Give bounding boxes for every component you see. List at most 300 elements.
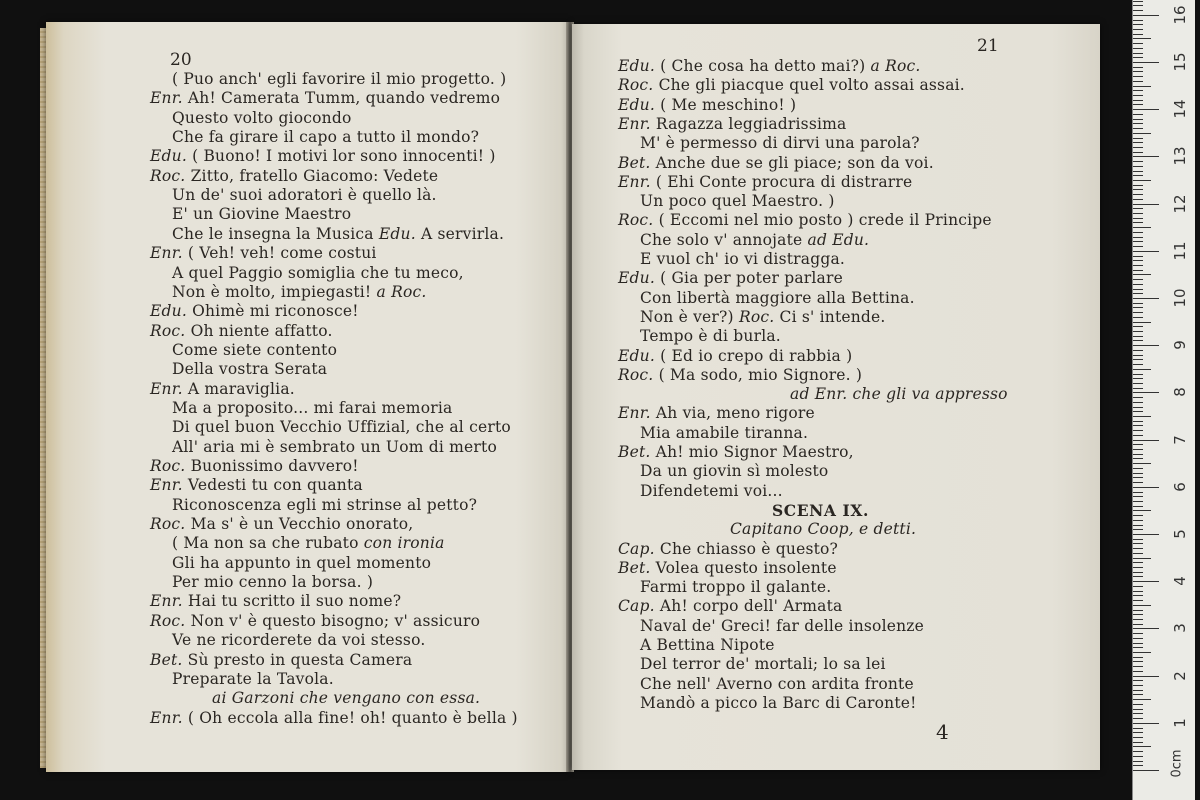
speaker-name: Edu. (618, 346, 655, 365)
speaker-name: Bet. (618, 153, 651, 172)
speaker-name: Edu. (150, 302, 187, 321)
text-line (640, 636, 775, 655)
ruler-tick (1133, 241, 1143, 242)
ruler-tick (1133, 638, 1143, 639)
ruler-tick (1133, 553, 1143, 554)
ruler-tick (1133, 15, 1159, 16)
ruler-unit: 0cm (1169, 749, 1185, 778)
text-line (640, 192, 835, 211)
verse-text: Anche due se gli piace; son da voi. (655, 153, 934, 172)
ruler-tick (1133, 100, 1143, 101)
ruler-tick (1133, 383, 1143, 384)
ruler-number: 9 (1171, 340, 1189, 350)
text-line (150, 612, 480, 631)
ruler-tick (1133, 595, 1143, 596)
speaker-name: Enr. (618, 404, 651, 423)
ruler-tick (1133, 67, 1143, 68)
verse-text: Che nell' Averno con ardita fronte (640, 674, 914, 693)
text-line (618, 366, 862, 385)
ruler-tick (1133, 199, 1143, 200)
ruler-tick (1133, 657, 1143, 658)
verse-text: Che solo v' annojate (640, 230, 803, 249)
text-line (150, 89, 500, 108)
ruler-tick (1133, 24, 1143, 25)
ruler-tick (1133, 38, 1151, 39)
ruler-tick (1133, 317, 1143, 318)
verse-text: ( Ma non sa che rubato (172, 534, 359, 553)
text-line (150, 302, 359, 321)
ruler-tick (1133, 751, 1143, 752)
text-line (172, 225, 504, 244)
ruler-tick (1133, 109, 1159, 110)
ruler-tick (1133, 303, 1143, 304)
stage-direction: Capitano Coop, e detti. (730, 520, 917, 539)
text-line (172, 573, 373, 592)
ruler-tick (1133, 152, 1143, 153)
verse-text: Per mio cenno la borsa. ) (172, 573, 374, 592)
ruler-tick (1133, 558, 1151, 559)
ruler-tick (1133, 525, 1143, 526)
verse-text: Che le insegna la Musica (172, 224, 374, 243)
ruler-tick (1133, 175, 1143, 176)
text-line (150, 244, 377, 263)
ruler-tick (1133, 468, 1143, 469)
ruler-number: 3 (1171, 623, 1189, 634)
text-line (172, 186, 437, 205)
verse-text: Da un giovin sì molesto (640, 462, 829, 481)
ruler-tick (1133, 62, 1159, 63)
ruler-tick (1133, 256, 1143, 257)
verse-text: Mia amabile tiranna. (640, 423, 809, 442)
ruler-tick (1133, 171, 1143, 172)
ruler-tick (1133, 737, 1143, 738)
ruler-tick (1133, 388, 1143, 389)
verse-text: Difendetemi voi... (640, 481, 783, 500)
verse-text: Ah! Camerata Tumm, quando vedremo (187, 89, 501, 108)
text-line (640, 578, 831, 597)
ruler-tick (1133, 562, 1143, 563)
verse-text-continued: A servirla. (421, 224, 505, 243)
ruler-tick (1133, 138, 1143, 139)
ruler-tick (1133, 48, 1143, 49)
text-line (172, 109, 352, 128)
ruler-tick (1133, 704, 1143, 705)
ruler-tick (1133, 487, 1159, 488)
ruler-tick (1133, 185, 1143, 186)
text-line (150, 457, 359, 476)
ruler-tick (1133, 180, 1151, 181)
ruler-tick (1133, 501, 1143, 502)
verse-text: A Bettina Nipote (640, 636, 775, 654)
ruler-tick (1133, 473, 1143, 474)
text-line (618, 96, 796, 115)
ruler-tick (1133, 567, 1143, 568)
text-line (150, 167, 438, 186)
ruler-tick (1133, 742, 1143, 743)
speaker-name: Enr. (618, 114, 651, 133)
ruler-tick (1133, 142, 1143, 143)
verse-text: Riconoscenza egli mi strinse al petto? (172, 495, 478, 514)
ruler-tick (1133, 378, 1143, 379)
verse-text: M' è permesso di dirvi una parola? (640, 134, 920, 153)
speaker-name: Bet. (618, 443, 651, 461)
text-line (150, 380, 295, 399)
ruler-tick (1133, 746, 1151, 747)
ruler-tick (1133, 576, 1143, 577)
text-line (618, 559, 837, 578)
ruler-number: 2 (1171, 670, 1189, 681)
speaker-name: Roc. (618, 76, 654, 95)
verse-text: ( Ma sodo, mio Signore. ) (658, 365, 863, 384)
ruler-tick (1133, 161, 1143, 162)
text-line (640, 250, 845, 269)
verse-text: ( Ehi Conte procura di distrarre (655, 172, 913, 191)
measuring-ruler (1132, 0, 1195, 800)
verse-text: Della vostra Serata (172, 360, 328, 379)
ruler-tick (1133, 496, 1143, 497)
ruler-tick (1133, 29, 1143, 30)
ruler-tick (1133, 680, 1143, 681)
ruler-tick (1133, 586, 1143, 587)
left-page-number: 20 (170, 50, 192, 70)
ruler-number: 7 (1171, 434, 1189, 445)
ruler-tick (1133, 20, 1143, 21)
speaker-name: Edu. (150, 147, 187, 166)
text-line (618, 269, 843, 288)
text-line (618, 404, 815, 423)
ruler-tick (1133, 265, 1143, 266)
ruler-number: 13 (1171, 146, 1189, 166)
verse-text: Sù presto in questa Camera (187, 650, 413, 669)
ruler-tick (1133, 133, 1151, 134)
ruler-tick (1133, 614, 1143, 615)
ruler-tick (1133, 213, 1143, 214)
ruler-tick (1133, 208, 1143, 209)
ruler-tick (1133, 307, 1143, 308)
ruler-tick (1133, 732, 1143, 733)
verse-text: Volea questo insolente (655, 558, 837, 577)
right-page (572, 24, 1100, 770)
ruler-tick (1133, 359, 1143, 360)
ruler-tick (1133, 57, 1143, 58)
text-line (618, 115, 846, 134)
ruler-tick (1133, 694, 1143, 695)
ruler-tick (1133, 284, 1143, 285)
text-line (618, 347, 852, 366)
verse-text: Con libertà maggiore alla Bettina. (640, 288, 915, 307)
ruler-tick (1133, 709, 1143, 710)
text-line (640, 134, 920, 153)
aside-direction: a Roc. (376, 282, 427, 301)
ruler-tick (1133, 322, 1151, 323)
text-line (172, 670, 334, 689)
text-line (150, 709, 518, 728)
ruler-tick (1133, 218, 1143, 219)
ruler-tick (1133, 690, 1143, 691)
ruler-tick (1133, 416, 1151, 417)
ruler-tick (1133, 350, 1143, 351)
text-line (618, 173, 912, 192)
ruler-tick (1133, 189, 1143, 190)
verse-text: ( Oh eccola alla fine! oh! quanto è bella ) (187, 708, 518, 727)
ruler-tick (1133, 355, 1143, 356)
ruler-tick (1133, 477, 1143, 478)
ruler-tick (1133, 699, 1151, 700)
ruler-tick (1133, 34, 1143, 35)
verse-text: ( Eccomi nel mio posto ) crede il Principe (658, 211, 992, 230)
text-line (172, 418, 511, 437)
aside-direction: Edu. (378, 224, 416, 243)
ruler-tick (1133, 279, 1143, 280)
ruler-tick (1133, 119, 1143, 120)
ruler-tick (1133, 411, 1143, 412)
verse-text: Vedesti tu con quanta (187, 476, 363, 495)
ruler-tick (1133, 1, 1143, 2)
ruler-tick (1133, 661, 1143, 662)
verse-text: Ragazza leggiadrissima (655, 114, 847, 133)
ruler-number: 1 (1171, 718, 1189, 728)
ruler-tick (1133, 600, 1143, 601)
speaker-name: Enr. (150, 476, 183, 495)
text-line (172, 534, 445, 553)
ruler-number: 10 (1171, 288, 1189, 308)
ruler-tick (1133, 435, 1143, 436)
ruler-tick (1133, 671, 1143, 672)
ruler-tick (1133, 43, 1143, 44)
ruler-number: 6 (1171, 482, 1189, 492)
verse-text: Questo volto giocondo (172, 108, 352, 127)
speaker-name: Enr. (150, 89, 183, 108)
text-line (172, 360, 327, 379)
text-line (640, 327, 781, 346)
ruler-tick (1133, 765, 1143, 766)
ruler-tick (1133, 624, 1143, 625)
ruler-tick (1133, 222, 1143, 223)
text-line (640, 482, 783, 501)
ruler-tick (1133, 510, 1151, 511)
ruler-tick (1133, 534, 1159, 535)
verse-text: Non v' è questo bisogno; v' assicuro (190, 611, 481, 630)
ruler-tick (1133, 227, 1151, 228)
ruler-tick (1133, 86, 1151, 87)
ruler-number: 11 (1171, 241, 1189, 261)
ruler-number: 14 (1171, 99, 1189, 119)
ruler-tick (1133, 492, 1143, 493)
ruler-tick (1133, 449, 1143, 450)
text-line (172, 283, 426, 302)
verse-text: Ohimè mi riconosce! (192, 302, 359, 321)
ruler-tick (1133, 444, 1143, 445)
ruler-tick (1133, 430, 1143, 431)
verse-text: Gli ha appunto in quel momento (172, 553, 432, 572)
signature-mark: 4 (936, 720, 949, 744)
ruler-tick (1133, 506, 1143, 507)
ruler-tick (1133, 392, 1159, 393)
text-line (618, 211, 992, 230)
ruler-tick (1133, 95, 1143, 96)
ruler-tick (1133, 289, 1143, 290)
ruler-tick (1133, 270, 1143, 271)
ruler-tick (1133, 529, 1143, 530)
ruler-tick (1133, 591, 1143, 592)
ruler-tick (1133, 723, 1159, 724)
text-line (618, 443, 854, 462)
ruler-tick (1133, 369, 1151, 370)
ruler-tick (1133, 619, 1143, 620)
ruler-tick (1133, 539, 1143, 540)
text-line (212, 689, 480, 708)
ruler-tick (1133, 515, 1143, 516)
right-page-number: 21 (977, 36, 999, 56)
verse-text: Buonissimo davvero! (190, 457, 359, 475)
text-line (640, 675, 914, 694)
ruler-tick (1133, 298, 1159, 299)
text-line (172, 496, 477, 515)
text-line (640, 231, 869, 250)
text-line (772, 501, 869, 521)
text-line (618, 154, 934, 173)
ruler-number: 15 (1171, 52, 1189, 72)
speaker-name: Roc. (618, 365, 654, 384)
text-line (618, 57, 921, 76)
stage-direction: ad Enr. che gli va appresso (790, 385, 1008, 404)
ruler-tick (1133, 204, 1159, 205)
ruler-tick (1133, 440, 1159, 441)
ruler-tick (1133, 425, 1143, 426)
aside-direction: con ironia (363, 534, 445, 553)
ruler-tick (1133, 114, 1143, 115)
ruler-tick (1133, 676, 1159, 677)
verse-text: E' un Giovine Maestro (172, 205, 352, 224)
text-line (640, 462, 828, 481)
ruler-tick (1133, 713, 1143, 714)
ruler-tick (1133, 166, 1143, 167)
ruler-tick (1133, 647, 1143, 648)
speaker-name: Enr. (150, 244, 183, 263)
ruler-tick (1133, 374, 1143, 375)
verse-text: ( Buono! I motivi lor sono innocenti! ) (192, 147, 496, 166)
text-line (150, 651, 412, 670)
ruler-tick (1133, 260, 1143, 261)
speaker-name: Enr. (150, 708, 183, 727)
ruler-number: 8 (1171, 387, 1189, 398)
verse-text: ( Veh! veh! come costui (187, 244, 377, 263)
left-page (46, 22, 568, 772)
verse-text: Che gli piacque quel volto assai assai. (658, 76, 965, 95)
ruler-tick (1133, 156, 1159, 157)
text-line (172, 205, 351, 224)
ruler-number: 16 (1171, 5, 1189, 25)
ruler-tick (1133, 761, 1143, 762)
ruler-tick (1133, 293, 1143, 294)
ruler-tick (1133, 728, 1143, 729)
text-line (172, 631, 425, 650)
text-line (172, 399, 452, 418)
verse-text: Naval de' Greci! far delle insolenze (640, 616, 925, 635)
text-line (618, 597, 842, 616)
ruler-tick (1133, 326, 1143, 327)
verse-text: Ma s' è un Vecchio onorato, (190, 515, 414, 534)
aside-direction: ad Edu. (807, 230, 870, 249)
verse-text: ( Gia per poter parlare (660, 269, 843, 288)
text-line (640, 694, 917, 713)
text-line (640, 655, 886, 674)
ruler-tick (1133, 90, 1143, 91)
speaker-name: Roc. (150, 166, 186, 185)
text-line (640, 289, 915, 308)
ruler-tick (1133, 345, 1159, 346)
ruler-tick (1133, 685, 1143, 686)
verse-text: Del terror de' mortali; lo sa lei (640, 655, 886, 674)
speaker-name: Roc. (150, 321, 186, 340)
ruler-tick (1133, 331, 1143, 332)
speaker-name: Roc. (150, 457, 186, 475)
verse-text: Non è ver?) (640, 307, 734, 326)
ruler-tick (1133, 458, 1143, 459)
text-line (150, 322, 333, 341)
verse-text: Mandò a picco la Barc di Caronte! (640, 693, 917, 712)
ruler-tick (1133, 232, 1143, 233)
verse-text: Ah! corpo dell' Armata (659, 597, 843, 616)
ruler-tick (1133, 718, 1143, 719)
ruler-tick (1133, 407, 1143, 408)
verse-text: E vuol ch' io vi distragga. (640, 250, 846, 268)
text-line (640, 424, 808, 443)
text-line (618, 540, 838, 559)
verse-text: Come siete contento (172, 340, 338, 359)
ruler-tick (1133, 605, 1151, 606)
text-line (172, 438, 497, 457)
ruler-number: 12 (1171, 194, 1189, 214)
verse-text: Farmi troppo il galante. (640, 578, 832, 597)
aside-direction: a Roc. (870, 57, 921, 75)
ruler-tick (1133, 454, 1143, 455)
speaker-name: Cap. (618, 597, 655, 616)
speaker-name: Edu. (618, 57, 655, 75)
ruler-tick (1133, 336, 1143, 337)
ruler-tick (1133, 402, 1143, 403)
ruler-tick (1133, 147, 1143, 148)
ruler-tick (1133, 652, 1151, 653)
ruler-tick (1133, 128, 1143, 129)
aside-direction: Roc. (738, 307, 775, 326)
ruler-tick (1133, 123, 1143, 124)
text-line (172, 70, 506, 89)
verse-text: ( Puo anch' egli favorire il mio progetto. ) (172, 70, 507, 88)
verse-text: Ma a proposito... mi farai memoria (172, 398, 453, 417)
text-line (172, 128, 479, 147)
text-line (150, 147, 496, 166)
verse-text: ( Me meschino! ) (660, 95, 797, 114)
ruler-tick (1133, 572, 1143, 573)
ruler-tick (1133, 397, 1143, 398)
ruler-tick (1133, 246, 1143, 247)
speaker-name: Edu. (618, 95, 655, 114)
verse-text: Non è molto, impiegasti! (172, 282, 372, 301)
verse-text: Ah via, meno rigore (655, 404, 815, 423)
speaker-name: Edu. (618, 269, 655, 288)
speaker-name: Bet. (150, 650, 183, 669)
ruler-tick (1133, 581, 1159, 582)
verse-text: Tempo è di burla. (640, 327, 781, 346)
ruler-tick (1133, 53, 1143, 54)
text-line (150, 515, 413, 534)
ruler-tick (1133, 340, 1143, 341)
speaker-name: Enr. (618, 172, 651, 191)
speaker-name: Roc. (150, 611, 186, 630)
verse-text: Ah! mio Signor Maestro, (655, 443, 854, 461)
verse-text: Preparate la Tavola. (172, 669, 334, 688)
